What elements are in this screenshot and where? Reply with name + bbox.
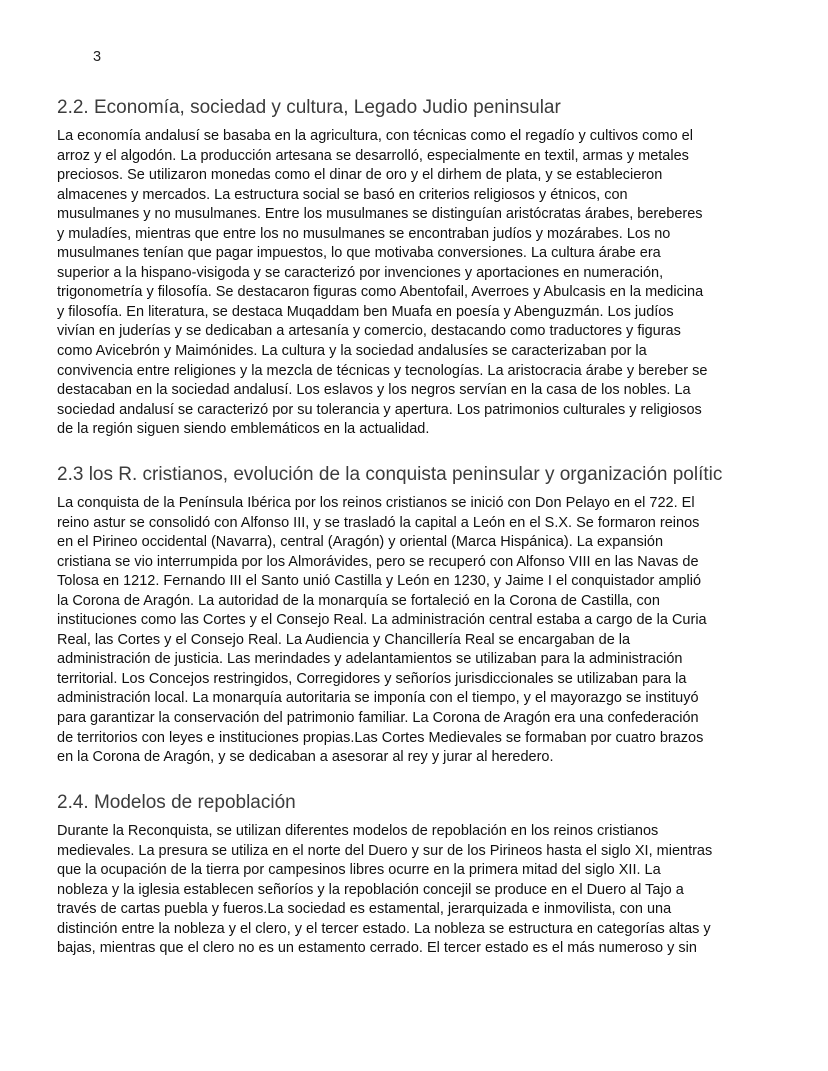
text-line: cristiana se vio interrumpida por los Almorávides, pero se recuperó con Alfonso VIII en las Navas de — [57, 553, 699, 570]
text-line: instituciones como las Cortes y el Consejo Real. La administración central estaba a cargo de la Curia — [57, 612, 707, 629]
text-line: almacenes y mercados. La estructura social se basó en criterios religiosos y étnicos, con — [57, 186, 628, 203]
text-line: Durante la Reconquista, se utilizan diferentes modelos de repoblación en los reinos cristianos — [57, 823, 659, 839]
text-line: en el Pirineo occidental (Navarra), central (Aragón) y oriental (Marca Hispánica). La expansión — [57, 534, 664, 551]
section-heading: 2.2. Economía, sociedad y cultura, Legado Judio peninsular — [57, 97, 561, 118]
text-line: preciosos. Se utilizaron monedas como el dinar de oro y el dirhem de plata, y se establecieron — [57, 167, 663, 184]
text-line: nobleza y la iglesia establecen señoríos y la repoblación concejil se produce en el Duero al Tajo a — [57, 881, 684, 898]
text-line: administración local. La monarquía autoritaria se imponía con el tiempo, y el mayorazgo se instituyó — [57, 690, 699, 707]
text-line: que la ocupación de la tierra por campesinos libres ocurre en la primera mitad del siglo XII. La — [57, 862, 661, 879]
text-line: sociedad andalusí se caracterizó por su tolerancia y apertura. Los patrimonios culturales y religiosos — [57, 401, 702, 418]
text-line: Tolosa en 1212. Fernando III el Santo unió Castilla y León en 1230, y Jaime I el conquistador amplió — [57, 573, 702, 590]
text-line: de territorios con leyes e instituciones propias.Las Cortes Medievales se formaban por cuatro brazos — [57, 729, 704, 746]
text-line: vivían en juderías y se dedicaban a artesanía y comercio, destacando como traductores y figuras — [57, 323, 681, 340]
text-line: superior a la hispano-visigoda y se caracterizó por invenciones y aportaciones en numeración, — [57, 264, 664, 281]
text-line: la Corona de Aragón. La autoridad de la monarquía se fortaleció en la Corona de Castilla, con — [57, 592, 660, 609]
text-line: La conquista de la Península Ibérica por los reinos cristianos se inició con Don Pelayo en el 722. El — [57, 495, 695, 511]
text-line: trigonometría y filosofía. Se destacaron figuras como Abentofail, Averroes y Abulcasis en la medicina — [57, 284, 704, 301]
section-paragraph — [57, 494, 777, 768]
text-line: reino astur se consolidó con Alfonso III, y se trasladó la capital a León en el S.X. Se formaron reinos — [57, 514, 700, 531]
text-line: en la Corona de Aragón, y se dedicaban a asesorar al rey y jurar al heredero. — [57, 749, 554, 766]
text-line: Real, las Cortes y el Consejo Real. La Audiencia y Chancillería Real se encargaban de la — [57, 631, 631, 648]
text-line: de la región siguen siendo emblemáticos en la actualidad. — [57, 421, 430, 438]
text-line: arroz y el algodón. La producción artesana se desarrolló, especialmente en textil, armas y metales — [57, 147, 689, 164]
section-reinos-cristianos — [57, 463, 777, 768]
section-economia-sociedad-cultura — [57, 96, 777, 440]
text-line: bajas, mientras que el clero no es un estamento cerrado. El tercer estado es el más numeroso y sin — [57, 940, 697, 957]
text-line: destacaban en la sociedad andalusí. Los eslavos y los negros servían en la casa de los nobles. La — [57, 382, 691, 399]
section-heading: 2.3 los R. cristianos, evolución de la conquista peninsular y organización polític — [57, 464, 723, 485]
text-line: y muladíes, mientras que entre los no musulmanes se encontraban judíos y mozárabes. Los no — [57, 225, 671, 242]
section-paragraph — [57, 127, 777, 440]
section-modelos-repoblacion — [57, 791, 777, 959]
text-line: La economía andalusí se basaba en la agricultura, con técnicas como el regadío y cultivos como el — [57, 128, 693, 144]
text-line: para garantizar la conservación del patrimonio familiar. La Corona de Aragón era una confederación — [57, 710, 699, 727]
page-number: 3 — [93, 49, 102, 65]
text-line: territorial. Los Concejos restringidos, Corregidores y señoríos jurisdiccionales se utilizaban para la — [57, 670, 687, 687]
text-line: y filosofía. En literatura, se destaca Muqaddam ben Muafa en poesía y Abenguzmán. Los judíos — [57, 303, 674, 320]
text-line: través de cartas puebla y fueros.La sociedad es estamental, jerarquizada e inmovilista, con una — [57, 901, 672, 918]
text-line: convivencia entre religiones y la mezcla de técnicas y tecnologías. La aristocracia árabe y bereber se — [57, 362, 708, 379]
text-line: administración de justicia. Las merindades y adelantamientos se utilizaban para la administración — [57, 651, 683, 668]
text-line: musulmanes tenían que pagar impuestos, lo que motivaba conversiones. La cultura árabe era — [57, 245, 661, 262]
section-paragraph — [57, 822, 777, 959]
text-line: musulmanes y no musulmanes. Entre los musulmanes se distinguían aristócratas árabes, bereberes — [57, 206, 703, 223]
text-line: distinción entre la nobleza y el clero, y el tercer estado. La nobleza se estructura en categorías altas y — [57, 920, 711, 937]
text-line: medievales. La presura se utiliza en el norte del Duero y sur de los Pirineos hasta el siglo XI, mientras — [57, 842, 713, 859]
section-heading: 2.4. Modelos de repoblación — [57, 792, 296, 813]
text-line: como Avicebrón y Maimónides. La cultura y la sociedad andalusíes se caracterizaban por la — [57, 343, 647, 360]
